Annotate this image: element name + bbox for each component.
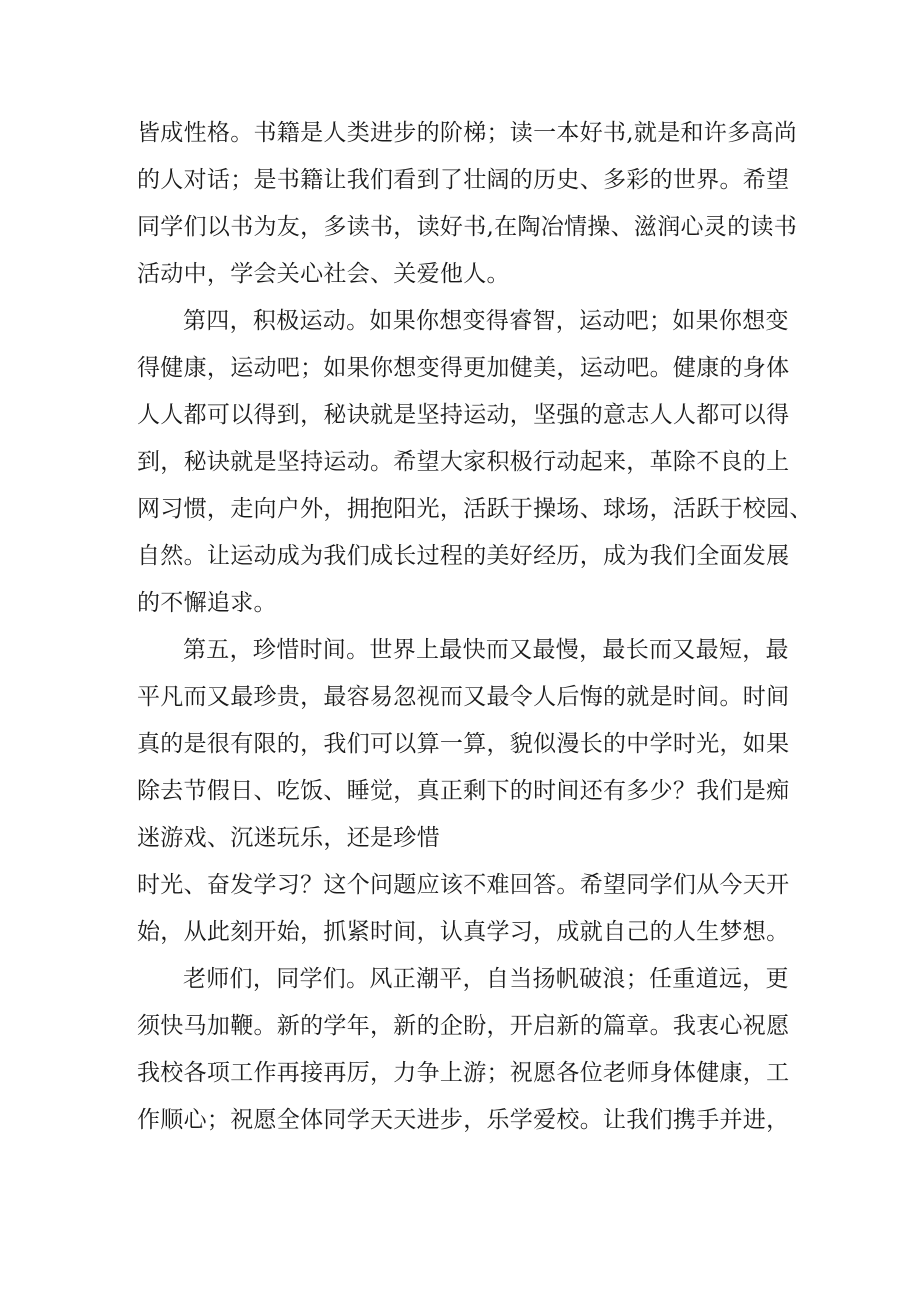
text-line: 作顺心；祝愿全体同学天天进步，乐学爱校。让我们携手并进，: [137, 1107, 790, 1133]
paragraph-start-line: 第四，积极运动。如果你想变得睿智，运动吧；如果你想变: [183, 308, 789, 334]
text-line: 人人都可以得到，秘诀就是坚持运动，坚强的意志人人都可以得: [137, 402, 790, 428]
body-text: [137, 110, 813, 1144]
text-line: 活动中，学会关心社会、关爱他人。: [137, 261, 510, 287]
text-line: 自然。让运动成为我们成长过程的美好经历，成为我们全面发展: [137, 543, 790, 569]
text-line: 真的是很有限的，我们可以算一算，貌似漫长的中学时光，如果: [137, 731, 790, 757]
text-line: 我校各项工作再接再厉，力争上游；祝愿各位老师身体健康，工: [137, 1060, 790, 1086]
text-line: 的不懈追求。: [137, 590, 277, 616]
text-line: 迷游戏、沉迷玩乐，还是珍惜: [137, 825, 440, 851]
text-line: 时光、奋发学习？这个问题应该不难回答。希望同学们从今天开: [137, 872, 790, 898]
text-line: 得健康，运动吧；如果你想变得更加健美，运动吧。健康的身体: [137, 355, 790, 381]
text-line: 到，秘诀就是坚持运动。希望大家积极行动起来，革除不良的上: [137, 449, 790, 475]
text-line: 网习惯，走向户外，拥抱阳光，活跃于操场、球场，活跃于校园、: [137, 496, 813, 522]
paragraph-start-line: 老师们，同学们。风正潮平，自当扬帆破浪；任重道远，更: [183, 966, 789, 992]
text-line: 的人对话；是书籍让我们看到了壮阔的历史、多彩的世界。希望: [137, 167, 790, 193]
text-line: 须快马加鞭。新的学年，新的企盼，开启新的篇章。我衷心祝愿: [137, 1013, 790, 1039]
text-line: 始，从此刻开始，抓紧时间，认真学习，成就自己的人生梦想。: [137, 919, 790, 945]
text-line: 同学们以书为友，多读书，读好书,在陶冶情操、滋润心灵的读书: [137, 214, 798, 240]
text-line: 皆成性格。书籍是人类进步的阶梯；读一本好书,就是和许多高尚: [137, 120, 798, 146]
paragraph-start-line: 第五，珍惜时间。世界上最快而又最慢，最长而又最短，最: [183, 637, 789, 663]
text-line: 平凡而又最珍贵，最容易忽视而又最令人后悔的就是时间。时间: [137, 684, 790, 710]
text-line: 除去节假日、吃饭、睡觉，真正剩下的时间还有多少？我们是痴: [137, 778, 790, 804]
